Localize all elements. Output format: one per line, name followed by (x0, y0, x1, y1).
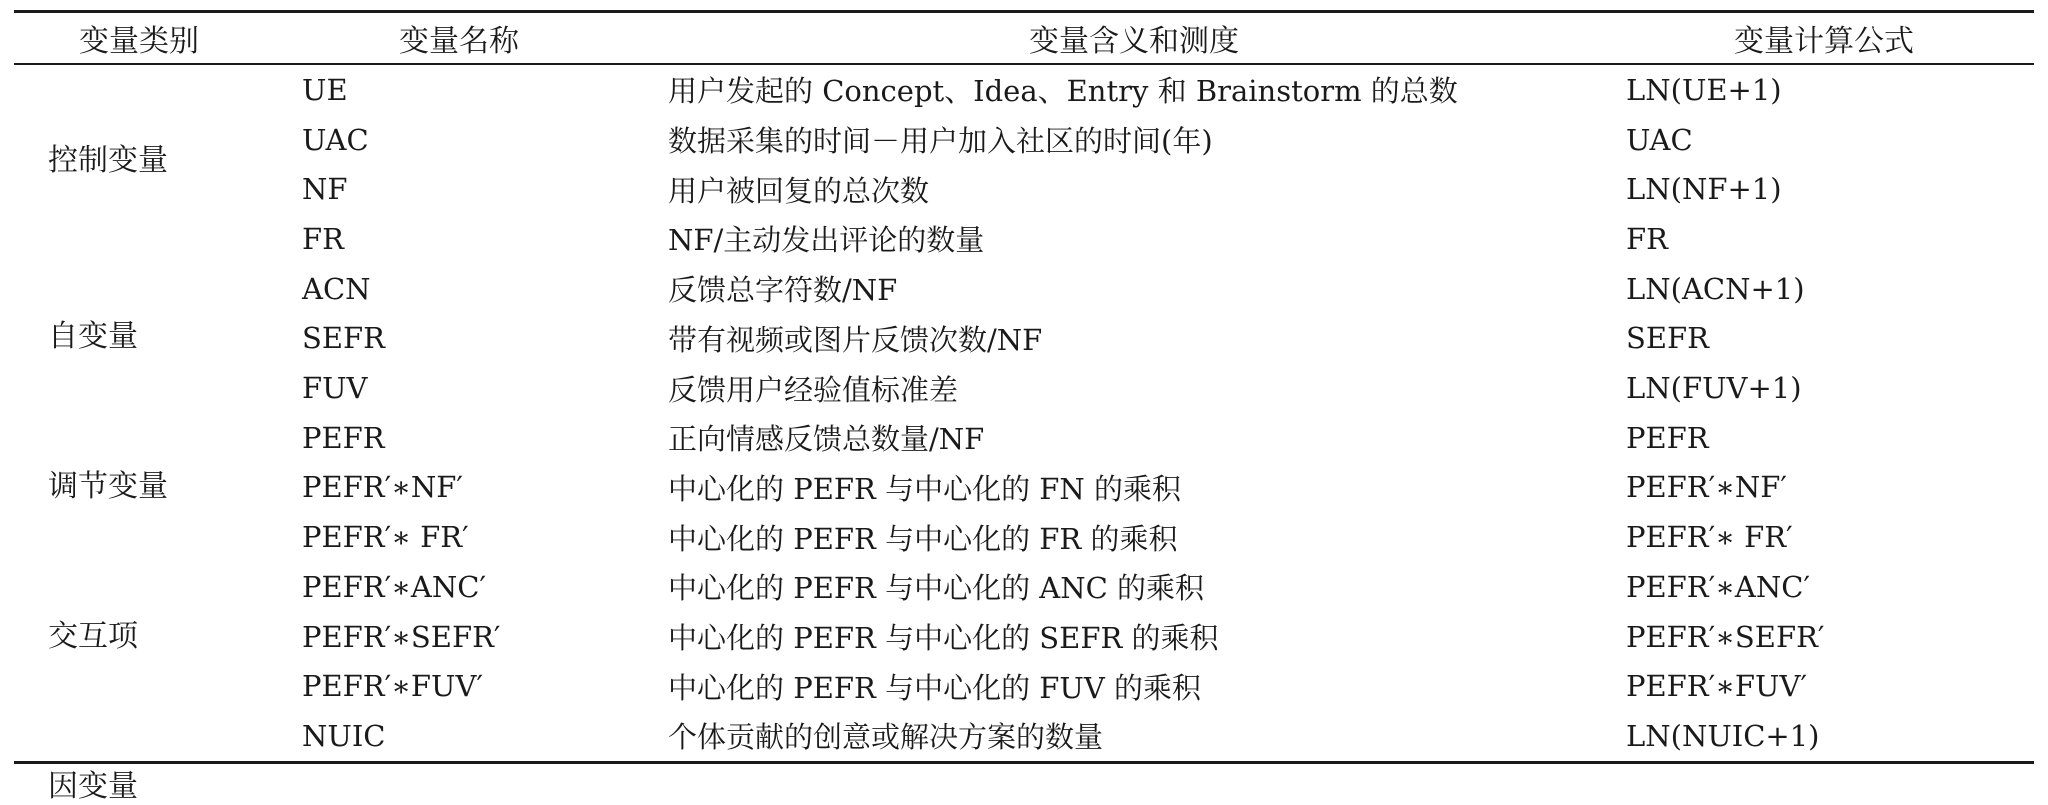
variable-formula: LN(FUV+1) (1626, 371, 1802, 406)
variable-name: PEFR′∗ANC′ (302, 569, 487, 604)
variable-formula: PEFR′∗NF′ (1626, 470, 1788, 505)
variable-name: SEFR (302, 321, 385, 356)
variable-formula: LN(UE+1) (1626, 72, 1782, 107)
variable-measure: 中心化的 PEFR 与中心化的 FR 的乘积 (668, 521, 1178, 556)
variable-formula: UAC (1626, 122, 1693, 157)
category-moderator: 调节变量 (48, 469, 168, 504)
variable-name: PEFR (302, 420, 385, 455)
table-header-row (14, 13, 2034, 63)
table-bottom-rule (14, 761, 2034, 764)
table-row (14, 661, 2034, 711)
category-independent: 自变量 (48, 319, 138, 354)
header-formula: 变量计算公式 (1734, 24, 1914, 59)
variable-formula: LN(NF+1) (1626, 172, 1782, 207)
variable-formula: SEFR (1626, 321, 1709, 356)
category-control: 控制变量 (48, 143, 168, 178)
table-row (14, 264, 2034, 314)
table-row (14, 562, 2034, 612)
variable-name: NF (302, 172, 348, 207)
variable-name: ACN (302, 271, 371, 306)
variable-measure: 中心化的 PEFR 与中心化的 SEFR 的乘积 (668, 621, 1219, 656)
table-row (14, 214, 2034, 264)
variable-name: FR (302, 221, 344, 256)
table-row (14, 711, 2034, 761)
header-name: 变量名称 (399, 24, 519, 59)
category-dependent: 因变量 (48, 769, 138, 804)
variable-formula: PEFR (1626, 420, 1709, 455)
variable-measure: 反馈用户经验值标准差 (668, 372, 959, 407)
table-row (14, 314, 2034, 364)
variable-measure: 正向情感反馈总数量/NF (668, 422, 985, 457)
variable-measure: 中心化的 PEFR 与中心化的 ANC 的乘积 (668, 571, 1205, 606)
table-row (14, 65, 2034, 115)
variable-name: PEFR′∗SEFR′ (302, 619, 501, 654)
variable-table (14, 10, 2034, 804)
variable-formula: LN(NUIC+1) (1626, 718, 1820, 753)
variable-formula: LN(ACN+1) (1626, 271, 1805, 306)
variable-name: UE (302, 72, 348, 107)
header-category: 变量类别 (79, 24, 199, 59)
variable-measure: 数据采集的时间－用户加入社区的时间(年) (668, 124, 1213, 159)
variable-name: UAC (302, 122, 369, 157)
variable-measure: 个体贡献的创意或解决方案的数量 (668, 720, 1104, 755)
table-row (14, 115, 2034, 165)
table-row (14, 463, 2034, 513)
header-measure: 变量含义和测度 (1029, 24, 1239, 59)
variable-formula: PEFR′∗FUV′ (1626, 669, 1808, 704)
variable-formula: PEFR′∗ANC′ (1626, 569, 1811, 604)
variable-measure: NF/主动发出评论的数量 (668, 223, 985, 258)
variable-name: FUV (302, 371, 368, 406)
variable-measure: 用户发起的 Concept、Idea、Entry 和 Brainstorm 的总数 (668, 74, 1458, 109)
variable-formula: FR (1626, 221, 1668, 256)
variable-measure: 中心化的 PEFR 与中心化的 FUV 的乘积 (668, 670, 1202, 705)
table-row (14, 612, 2034, 662)
variable-name: NUIC (302, 718, 386, 753)
table-body (14, 65, 2034, 804)
variable-name: PEFR′∗ FR′ (302, 520, 469, 555)
variable-measure: 中心化的 PEFR 与中心化的 FN 的乘积 (668, 471, 1182, 506)
table-row (14, 164, 2034, 214)
variable-formula: PEFR′∗ FR′ (1626, 520, 1793, 555)
category-interaction: 交互项 (48, 619, 138, 654)
variable-formula: PEFR′∗SEFR′ (1626, 619, 1825, 654)
table-row (14, 413, 2034, 463)
variable-name: PEFR′∗FUV′ (302, 669, 484, 704)
table-row (14, 363, 2034, 413)
variable-measure: 带有视频或图片反馈次数/NF (668, 322, 1043, 357)
table-row (14, 512, 2034, 562)
variable-measure: 反馈总字符数/NF (668, 273, 898, 308)
variable-measure: 用户被回复的总次数 (668, 173, 930, 208)
variable-name: PEFR′∗NF′ (302, 470, 464, 505)
